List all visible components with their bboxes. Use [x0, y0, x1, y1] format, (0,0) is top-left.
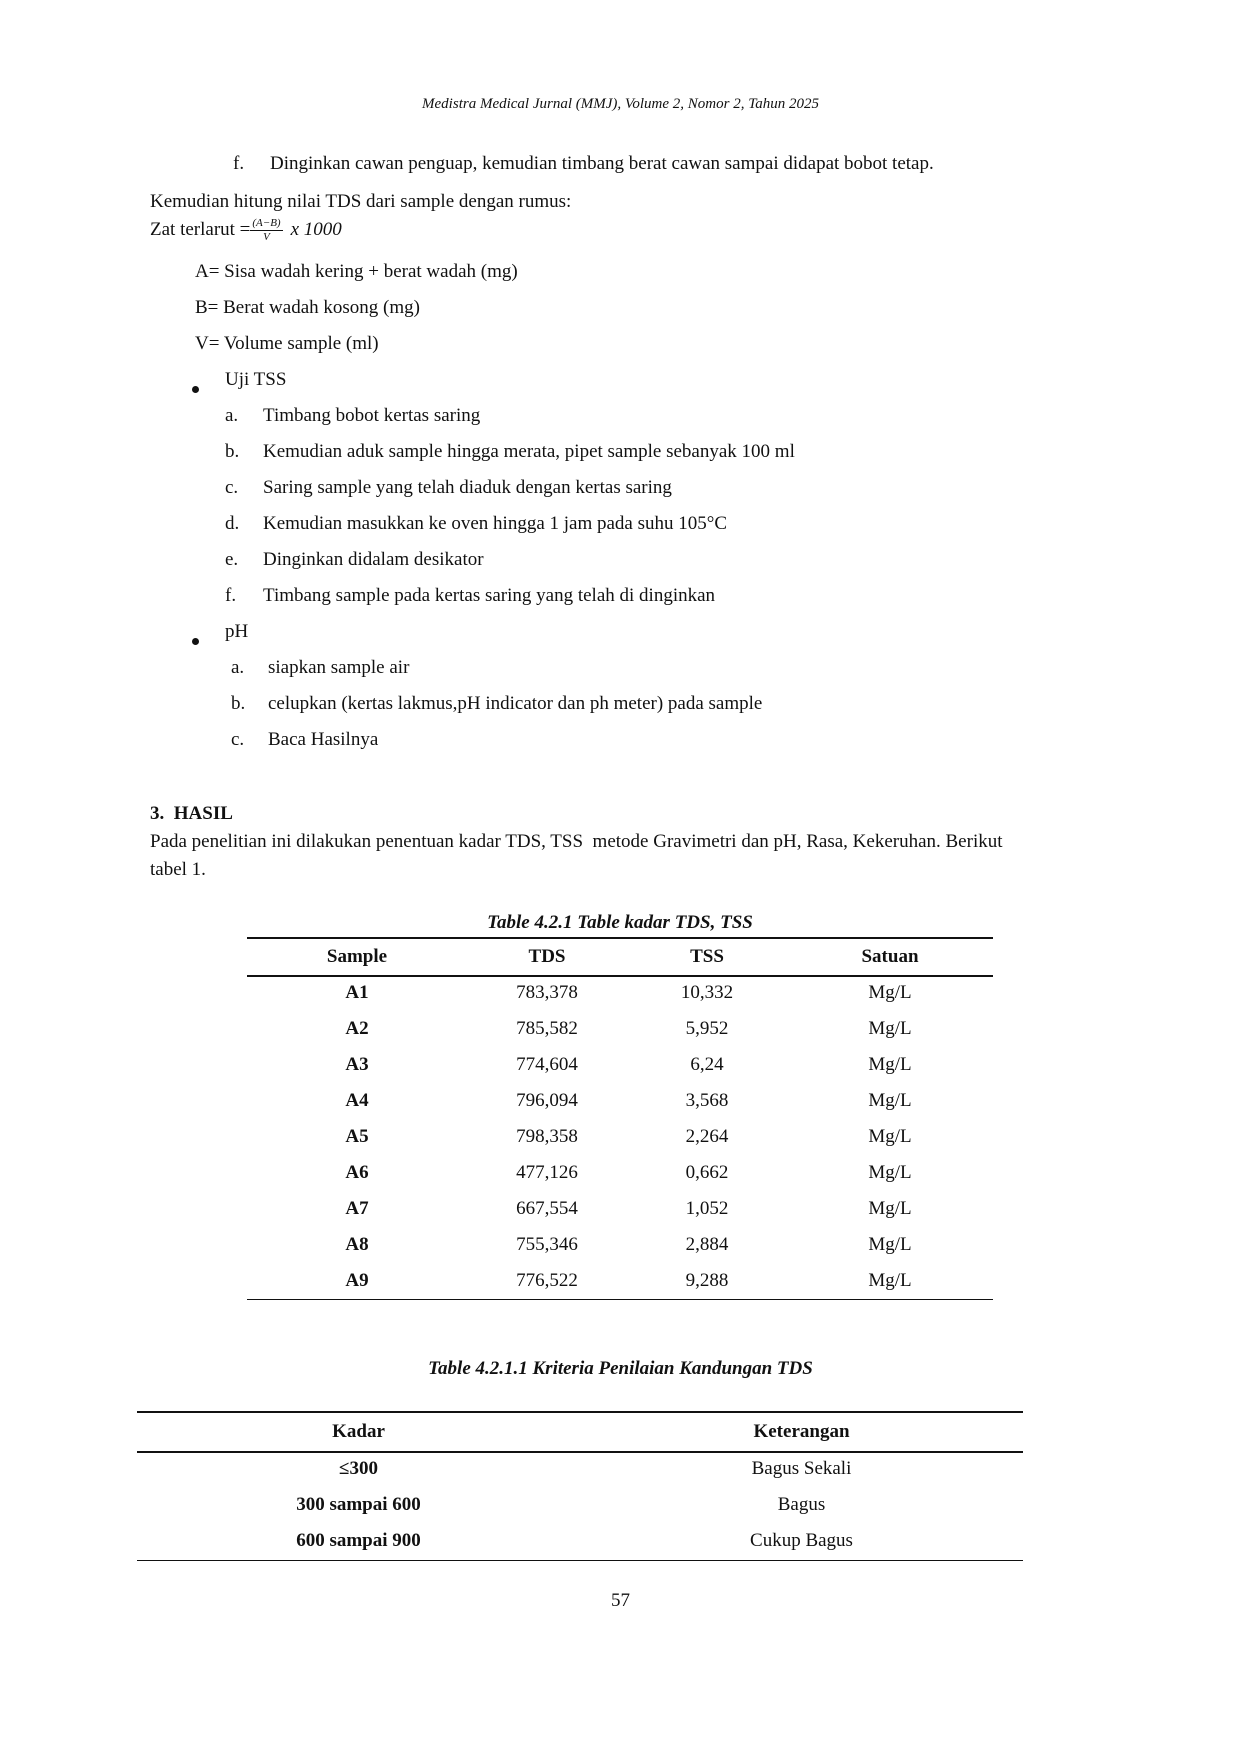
table1-cell: 774,604	[516, 1054, 578, 1075]
table2-cell: 600 sampai 900	[296, 1530, 421, 1551]
tss-step-text: Saring sample yang telah diaduk dengan kertas saring	[263, 477, 672, 498]
variable-b: B= Berat wadah kosong (mg)	[195, 297, 420, 318]
table1	[247, 938, 993, 1299]
table1-bottom-rule	[247, 1299, 993, 1300]
tss-step-text: Timbang bobot kertas saring	[263, 405, 481, 426]
table1-cell: A6	[345, 1162, 369, 1183]
table1-cell: 796,094	[516, 1090, 578, 1111]
table1-row	[247, 1263, 993, 1299]
table1-cell: 1,052	[685, 1198, 729, 1219]
table1-cell: 5,952	[685, 1018, 729, 1039]
table1-cell: A2	[345, 1018, 369, 1039]
table1-header-row	[247, 938, 993, 975]
table2-row	[137, 1487, 1023, 1523]
table1-cell: Mg/L	[868, 982, 912, 1003]
formula-rhs: x 1000	[290, 219, 342, 240]
table2	[137, 1412, 1023, 1559]
tss-step-marker: b.	[225, 441, 240, 462]
formula	[150, 210, 342, 250]
table1-cell: 785,582	[516, 1018, 578, 1039]
section-paragraph-line: Pada penelitian ini dilakukan penentuan kadar TDS, TSS metode Gravimetri dan pH, Rasa, Kekeruhan. Berikut	[150, 831, 1003, 852]
table2-cell: Cukup Bagus	[750, 1530, 853, 1551]
tds-step-f-text: Dinginkan cawan penguap, kemudian timbang berat cawan sampai didapat bobot tetap.	[270, 153, 934, 174]
bullet-icon	[192, 377, 199, 399]
tss-step-text: Kemudian masukkan ke oven hingga 1 jam pada suhu 105°C	[263, 513, 728, 534]
formula-intro: Kemudian hitung nilai TDS dari sample dengan rumus:	[150, 191, 572, 212]
table2-cell: ≤300	[339, 1458, 378, 1479]
table1-cell: 10,332	[680, 982, 734, 1003]
table1-cell: A7	[345, 1198, 369, 1219]
tss-step-marker: d.	[225, 513, 240, 534]
table1-row	[247, 1083, 993, 1119]
table1-cell: Mg/L	[868, 1270, 912, 1291]
section-heading: 3. HASIL	[150, 803, 233, 824]
formula-lhs: Zat terlarut =	[150, 219, 251, 240]
tss-step-marker: e.	[225, 549, 239, 570]
table1-cell: 667,554	[516, 1198, 578, 1219]
table1-cell: 9,288	[685, 1270, 729, 1291]
table1-cell: 2,884	[685, 1234, 729, 1255]
table2-header-cell: Keterangan	[753, 1420, 850, 1442]
tss-step-marker: a.	[225, 405, 239, 426]
table1-cell: Mg/L	[868, 1162, 912, 1183]
tss-step-marker: f.	[225, 585, 237, 606]
table1-row	[247, 1155, 993, 1191]
ph-title: pH	[225, 621, 249, 642]
bullet-icon	[192, 629, 199, 651]
table2-cell: Bagus Sekali	[751, 1458, 852, 1479]
table1-cell: 6,24	[690, 1054, 724, 1075]
table1-cell: 776,522	[516, 1270, 578, 1291]
table1-row	[247, 1227, 993, 1263]
ph-step-text: siapkan sample air	[268, 657, 410, 678]
table1-cell: Mg/L	[868, 1234, 912, 1255]
journal-header: Medistra Medical Jurnal (MMJ), Volume 2, Nomor 2, Tahun 2025	[422, 96, 819, 112]
table2-header-row	[137, 1412, 1023, 1451]
table1-cell: A8	[345, 1234, 369, 1255]
ph-step-text: Baca Hasilnya	[268, 729, 379, 750]
table1-cell: A4	[345, 1090, 369, 1111]
table1-cell: 3,568	[685, 1090, 729, 1111]
tss-step-text: Timbang sample pada kertas saring yang telah di dinginkan	[263, 585, 716, 606]
table1-cell: A1	[345, 982, 369, 1003]
table1-header-cell: TDS	[528, 945, 566, 967]
table2-header-rule	[137, 1451, 1023, 1453]
table2-row	[137, 1523, 1023, 1559]
variable-a: A= Sisa wadah kering + berat wadah (mg)	[195, 261, 518, 282]
table1-header-cell: TSS	[690, 945, 724, 967]
table1-header-cell: Satuan	[861, 945, 919, 967]
tss-step-text: Dinginkan didalam desikator	[263, 549, 484, 570]
table1-cell: A5	[345, 1126, 369, 1147]
ph-step-marker: c.	[231, 729, 245, 750]
table1-cell: Mg/L	[868, 1090, 912, 1111]
variable-v: V= Volume sample (ml)	[195, 333, 379, 354]
table1-cell: 477,126	[516, 1162, 578, 1183]
table1-cell: 2,264	[685, 1126, 729, 1147]
tds-step-f-marker: f.	[233, 153, 245, 174]
table2-cell: 300 sampai 600	[296, 1494, 421, 1515]
table1-row	[247, 1119, 993, 1155]
formula-numerator: (A−B)	[252, 216, 281, 229]
table1-cell: A3	[345, 1054, 369, 1075]
ph-step-text: celupkan (kertas lakmus,pH indicator dan ph meter) pada sample	[268, 693, 763, 714]
tss-title: Uji TSS	[225, 369, 287, 390]
table1-cell: 783,378	[516, 982, 578, 1003]
table1-cell: Mg/L	[868, 1126, 912, 1147]
table1-cell: A9	[345, 1270, 369, 1291]
table1-cell: Mg/L	[868, 1054, 912, 1075]
table1-row	[247, 1191, 993, 1227]
table2-bottom-rule	[137, 1560, 1023, 1561]
table1-cell: 0,662	[685, 1162, 729, 1183]
formula-denominator: V	[263, 230, 270, 243]
table1-cell: 755,346	[516, 1234, 578, 1255]
table1-header-rule	[247, 975, 993, 977]
table1-row	[247, 1011, 993, 1047]
tss-step-marker: c.	[225, 477, 239, 498]
table1-row	[247, 1047, 993, 1083]
tss-step-text: Kemudian aduk sample hingga merata, pipet sample sebanyak 100 ml	[263, 441, 795, 462]
section-paragraph-line: tabel 1.	[150, 859, 206, 880]
table1-cell: Mg/L	[868, 1198, 912, 1219]
table2-cell: Bagus	[777, 1494, 826, 1515]
table1-cell: 798,358	[516, 1126, 578, 1147]
table1-header-cell: Sample	[326, 945, 388, 967]
page-number: 57	[611, 1590, 630, 1611]
table2-header-cell: Kadar	[332, 1420, 385, 1442]
table1-row	[247, 975, 993, 1011]
ph-step-marker: b.	[231, 693, 246, 714]
table1-caption: Table 4.2.1 Table kadar TDS, TSS	[487, 912, 753, 933]
formula-fraction	[250, 217, 282, 244]
ph-step-marker: a.	[231, 657, 245, 678]
table1-cell: Mg/L	[868, 1018, 912, 1039]
table2-row	[137, 1451, 1023, 1487]
table2-caption: Table 4.2.1.1 Kriteria Penilaian Kandungan TDS	[428, 1358, 813, 1379]
